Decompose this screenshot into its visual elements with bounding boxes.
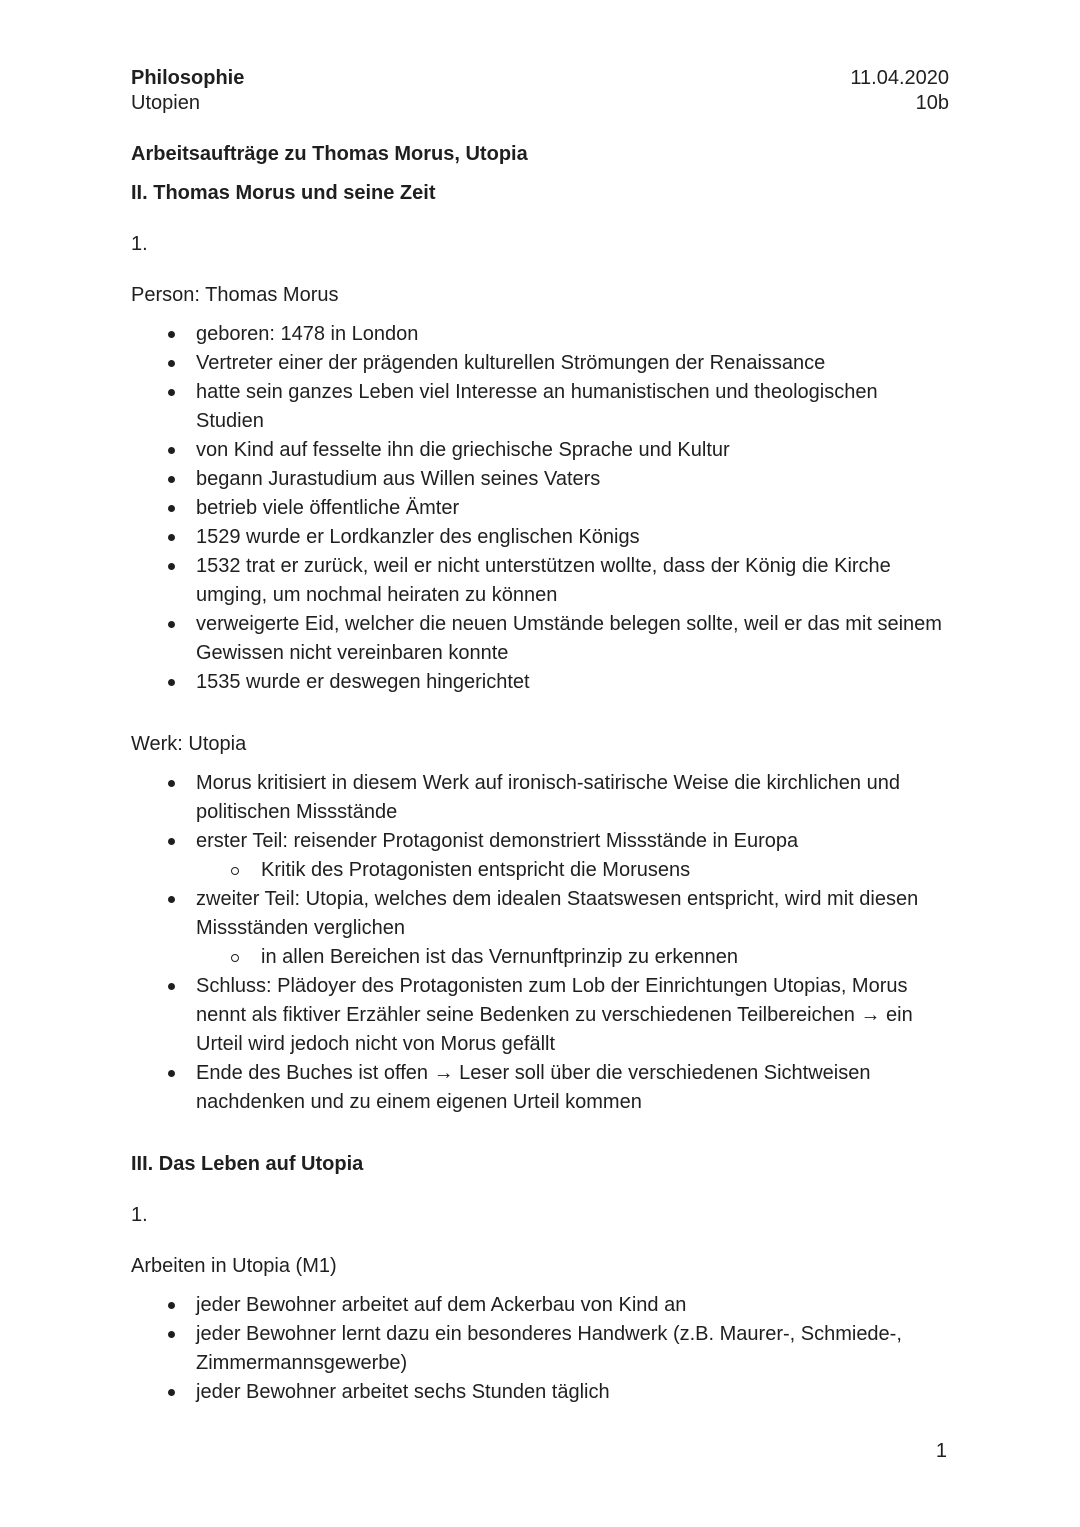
- task-number: 1.: [131, 233, 148, 255]
- task-number: 1.: [131, 1204, 148, 1226]
- topic-label: Utopien: [131, 92, 200, 114]
- list-item: begann Jurastudium aus Willen seines Vaters: [196, 465, 949, 494]
- list-item: geboren: 1478 in London: [196, 320, 949, 349]
- list-item-text: Schluss: Plädoyer des Protagonisten zum Lob der Einrichtungen Utopias, Morus nennt als fiktiver Erzähler seine Bedenken zu verschiedenen Teilbereichen → ein Urteil wird jedoch nicht von Morus gefällt: [196, 975, 913, 1055]
- werk-list: [131, 769, 949, 1117]
- sub-list-item: Kritik des Protagonisten entspricht die Morusens: [261, 856, 949, 885]
- class-label: 10b: [915, 92, 949, 114]
- list-item: [196, 827, 949, 885]
- list-item: betrieb viele öffentliche Ämter: [196, 494, 949, 523]
- list-item: [196, 972, 949, 1059]
- list-item: jeder Bewohner arbeitet sechs Stunden täglich: [196, 1378, 949, 1407]
- list-item: 1535 wurde er deswegen hingerichtet: [196, 668, 949, 697]
- person-list: [131, 320, 949, 697]
- list-item: von Kind auf fesselte ihn die griechische Sprache und Kultur: [196, 436, 949, 465]
- sub-list-item: in allen Bereichen ist das Vernunftprinzip zu erkennen: [261, 943, 949, 972]
- list-item: jeder Bewohner arbeitet auf dem Ackerbau von Kind an: [196, 1291, 949, 1320]
- page-number: 1: [935, 1440, 947, 1462]
- document-header: [131, 66, 949, 116]
- list-item-text: Ende des Buches ist offen → Leser soll über die verschiedenen Sichtweisen nachdenken und zu einem eigenen Urteil kommen: [196, 1062, 871, 1113]
- arbeiten-list: [131, 1291, 949, 1407]
- sub-list: [196, 943, 949, 972]
- list-item: jeder Bewohner lernt dazu ein besonderes Handwerk (z.B. Maurer-, Schmiede-, Zimmermannsgewerbe): [196, 1320, 949, 1378]
- section-heading-iii: III. Das Leben auf Utopia: [131, 1153, 364, 1175]
- list-item: [196, 885, 949, 972]
- list-item: [196, 1059, 949, 1117]
- arbeiten-label: Arbeiten in Utopia (M1): [131, 1255, 337, 1277]
- list-item: [196, 769, 949, 827]
- document-title: Arbeitsaufträge zu Thomas Morus, Utopia: [131, 143, 528, 165]
- document-body: [131, 140, 949, 1440]
- person-label: Person: Thomas Morus: [131, 284, 339, 306]
- list-item: 1532 trat er zurück, weil er nicht unterstützen wollte, dass der König die Kirche umging, um nochmal heiraten zu können: [196, 552, 949, 610]
- section-heading-ii: II. Thomas Morus und seine Zeit: [131, 182, 436, 204]
- sub-list: [196, 856, 949, 885]
- list-item: verweigerte Eid, welcher die neuen Umstände belegen sollte, weil er das mit seinem Gewissen nicht vereinbaren konnte: [196, 610, 949, 668]
- list-item: Vertreter einer der prägenden kulturellen Strömungen der Renaissance: [196, 349, 949, 378]
- werk-label: Werk: Utopia: [131, 733, 247, 755]
- list-item-text: Morus kritisiert in diesem Werk auf ironisch-satirische Weise die kirchlichen und politischen Missstände: [196, 772, 900, 823]
- list-item-text: zweiter Teil: Utopia, welches dem idealen Staatswesen entspricht, wird mit diesen Missständen verglichen: [196, 888, 919, 939]
- list-item: hatte sein ganzes Leben viel Interesse an humanistischen und theologischen Studien: [196, 378, 949, 436]
- subject-label: Philosophie: [131, 67, 245, 89]
- date-label: 11.04.2020: [850, 67, 949, 89]
- list-item: 1529 wurde er Lordkanzler des englischen Königs: [196, 523, 949, 552]
- list-item-text: erster Teil: reisender Protagonist demonstriert Missstände in Europa: [196, 830, 799, 852]
